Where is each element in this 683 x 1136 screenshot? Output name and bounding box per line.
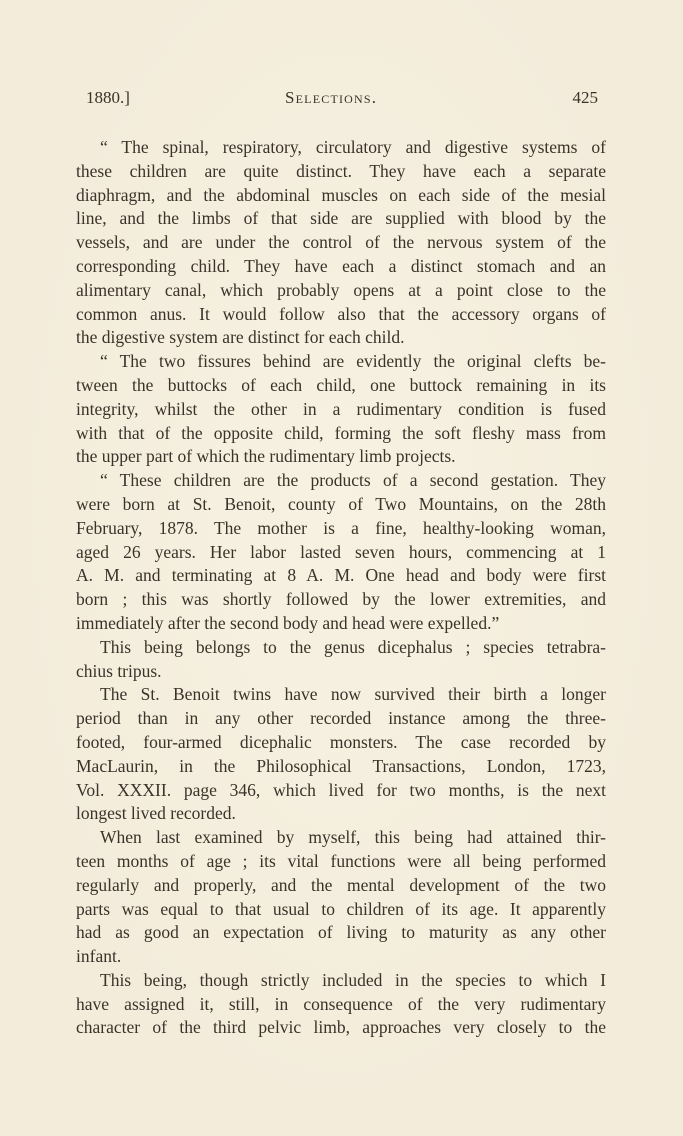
text-line: The St. Benoit twins have now survived their birth a longer [100,684,606,705]
text-line: “ These children are the products of a second gestation. They [100,470,606,491]
text-line: period than in any other recorded instance among the three- [76,708,606,729]
text-line: longest lived recorded. [76,803,236,824]
header-year: 1880.] [86,88,130,107]
text-line: “ The spinal, respiratory, circulatory and digestive systems of [100,137,606,157]
text-line: alimentary canal, which probably opens at a point close to the [76,279,606,300]
text-line: have assigned it, still, in consequence of the very rudimentary [76,993,606,1014]
text-line: these children are quite distinct. They have each a separate [76,160,606,181]
text-line: footed, four-armed dicephalic monsters. The case recorded by [76,731,606,752]
text-line: character of the third pelvic limb, approaches very closely to the [76,1017,606,1038]
text-line: diaphragm, and the abdominal muscles on each side of the mesial [76,184,606,205]
text-line: vessels, and are under the control of the nervous system of the [76,232,606,253]
text-line: MacLaurin, in the Philosophical Transactions, London, 1723, [76,755,606,776]
text-line: born ; this was shortly followed by the lower extremities, and [76,589,606,610]
text-line: regularly and properly, and the mental development of the two [76,874,606,895]
text-line: teen months of age ; its vital functions were all being performed [76,850,606,871]
text-line: parts was equal to that usual to children of its age. It apparently [76,898,606,919]
text-line: with that of the opposite child, forming the soft fleshy mass from [76,422,606,443]
body-text [76,136,606,1040]
text-line: had as good an expectation of living to maturity as any other [76,922,606,943]
text-line: A. M. and terminating at 8 A. M. One head and body were first [76,565,606,586]
text-line: infant. [76,946,122,967]
text-line: the digestive system are distinct for each child. [76,327,405,348]
text-line: February, 1878. The mother is a fine, healthy-looking woman, [76,517,606,538]
text-line: integrity, whilst the other in a rudimentary condition is fused [76,398,606,419]
text-line: tween the buttocks of each child, one buttock remaining in its [76,374,606,395]
page-number: 425 [572,88,598,107]
text-line: the upper part of which the rudimentary limb projects. [76,446,456,467]
text-line: were born at St. Benoit, county of Two Mountains, on the 28th [76,493,606,514]
text-line: This being, though strictly included in the species to which I [100,969,606,990]
text-line: common anus. It would follow also that the accessory organs of [76,303,606,324]
text-line: Vol. XXXII. page 346, which lived for two months, is the next [76,779,606,800]
text-line: When last examined by myself, this being had attained thir- [100,827,606,848]
text-line: chius tripus. [76,660,162,681]
text-line: This being belongs to the genus dicephalus ; species tetrabra- [100,636,606,657]
text-line: “ The two fissures behind are evidently the original clefts be- [100,351,606,372]
text-line: immediately after the second body and head were expelled.” [76,612,500,633]
header-title: Selections. [285,88,378,107]
text-line: corresponding child. They have each a distinct stomach and an [76,255,606,276]
running-header [86,88,598,114]
text-line: aged 26 years. Her labor lasted seven hours, commencing at 1 [76,541,606,562]
text-line: line, and the limbs of that side are supplied with blood by the [76,208,606,229]
